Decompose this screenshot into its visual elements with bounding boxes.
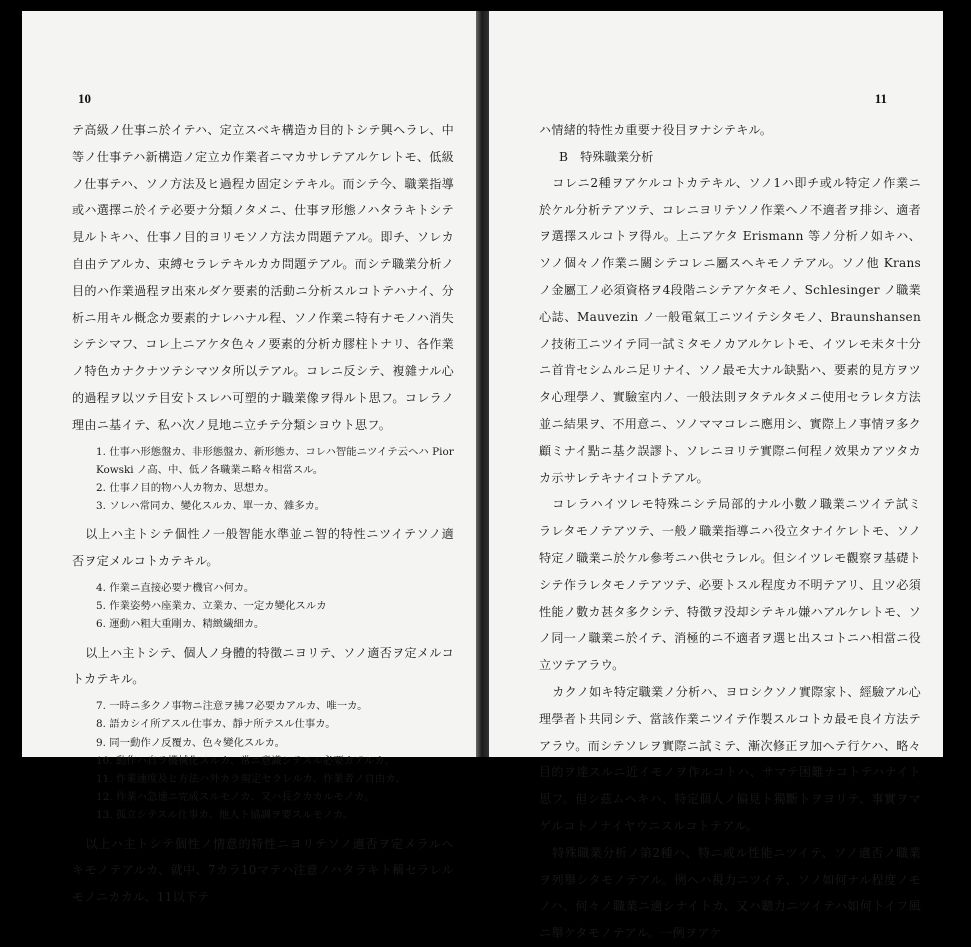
list-item: 10. 動作ハ自ラ機械化スルカ、常ニ意識シテスル必要カアルカ。 [96,754,395,767]
list-item: 2. 仕事ノ目的物ハ人カ物カ、思想カ。 [96,481,275,494]
list-item: 3. ソレハ常同カ、變化スルカ、單一カ、雜多カ。 [96,500,326,513]
criteria-list [72,697,454,824]
paragraph: 以上ハ主トシテ個性ノ一般智能水準並ニ智的特性ニツイテソノ適否ヲ定メルコトカテキル。 [72,527,454,569]
list-item: 11. 作業速度及ヒ方法ハ外カラ規定セラレルカ、作業者ノ自由カ。 [96,772,406,785]
left-page [22,11,476,905]
criteria-list [72,579,454,634]
paragraph: テ高級ノ仕事ニ於イテハ、定立スベキ構造カ目的トシテ興ヘラレ、中等ノ仕事テハ新構造ノ定立カ作業者ニマカサレテアルケレトモ、低級ノ仕事テハ、ソノ方法及ヒ過程カ固定シテキル。而シテ今、職業指導或ハ選擇ニ於イテ必要ナ分類ノタメニ、仕事ヲ形態ノハタラキトシテ見ルトキハ、仕事ノ目的ヨリモソノ方法カ問題テアル。即チ、ソレカ自由テアルカ、束縛セラレテキルカカ問題テアル。而シテ職業分析ノ目的ハ作業過程ヲ出來ルダケ要素的活動ニ分析スルコトテハナイ、分析ニ用キル概念カ要素的ナレハナル程、ソノ作業ニ特有ナモノハ消失シテシマフ、コレ上ニアケタ色々ノ要素的分析カ膠柱トナリ、各作業ノ特色カナクナツテシマツタ所以テアル。コレニ反シテ、複雜ナル心的過程ヲ以ツテ目安トスレハ可塑的ナ職業像ヲ得ルト思フ。コレラノ理由ニ基イテ、私ハ次ノ見地ニ立チテ分類シヨウト思フ。 [72,123,454,432]
list-item: 8. 語カシイ所アスル仕事カ、靜ナ所テスル仕事カ。 [96,718,336,731]
paragraph: 特殊職業分析ノ第2種ハ、特ニ或ル性能ニツイテ、ソノ適否ノ職業ヲ列舉シタモノテアル。例ヘハ視力ニツイテ、ソノ如何ナル程度ノモノハ、何々ノ職業ニ適シナイトカ、又ハ聽力ニツイテハ如何トイフ風ニ舉ケタモノテアル。一例ヲアケ [539,845,921,941]
paragraph: カクノ如キ特定職業ノ分析ハ、ヨロシクソノ實際家ト、經驗アル心理學者ト共同シテ、當該作業ニツイテ作製スルコトカ最モ良イ方法テアラウ。而シテソレヲ實際ニ試ミテ、漸次修正ヲ加ヘテ行ケハ、略々目的ヲ達スルニ近イモノヲ作ルコトハ、サマテ困難ナコトテハナイト思フ。但シ茲ムヘキハ、特定個人ノ偏見ト獨斷トヲヨリテ、事實ヲマゲルコトノナイヤウニスルコトテアル。 [539,684,921,833]
list-item: 9. 同一動作ノ反覆カ、色々變化スルカ。 [96,736,286,749]
page-number: 11 [874,91,887,106]
page-number: 10 [78,91,91,106]
right-page [489,11,943,941]
list-item: 5. 作業姿勢ハ座業カ、立業カ、一定カ變化スルカ [96,600,327,613]
list-item: 4. 作業ニ直接必要ナ機官ハ何カ。 [96,581,255,594]
book-gutter [476,11,489,757]
left-page-text [72,117,454,911]
paragraph: 以上ハ主トシテ、個人ノ身體的特徴ニヨリテ、ソノ適否ヲ定メルコトカテキル。 [72,645,454,687]
paragraph: 以上ハ主トシテ個性ノ情意的特性ニヨリテソノ適否ヲ定メラルヘキモノテアルカ、就中、7カラ10マテハ注意ノハタラキト稱セラレルモノニカカル、11以下テ [72,836,454,905]
list-item: 6. 運動ハ粗大重剛カ、精緻繊細カ。 [96,618,265,631]
paragraph: コレラハイツレモ特殊ニシテ局部的ナル小數ノ職業ニツイテ試ミラレタモノテアツテ、一般ノ職業指導ニハ役立タナイケレトモ、ソノ特定ノ職業ニ於ケル參考ニハ供セラレル。但シイツレモ觀察ヲ基礎トシテ作ラレタモノテアツテ、必要トスル程度カ不明テアリ、且ツ必須性能ノ數カ甚タ多クシテ、特徴ヲ没却シテキル嫌ハアルケレトモ、ソノ同一ノ職業ニ於イテ、消極的ニ不適者ヲ選ヒ出スコトニハ相當ニ役立ツテアラウ。 [539,497,921,673]
right-page-text [539,117,921,947]
list-item: 1. 仕事ハ形態盤カ、非形態盤カ、新形態カ、コレハ智能ニツイテ云ヘハ Pior Kowski ノ高、中、低ノ各職業ニ略々相當スル。 [96,445,454,476]
criteria-list [72,443,454,516]
list-item: 13. 孤立シテスル仕事カ、他人ト協調ヲ要スルモノカ。 [96,809,354,822]
paragraph: ハ情緒的特性カ重要ナ役目ヲナシテキル。 [539,123,773,137]
section-heading: B 特殊職業分析 [559,149,654,164]
list-item: 12. 作業ハ急速ニ完成スルモノカ、又ハ長クカカルモノカ。 [96,791,375,804]
paragraph: コレニ2種ヲアケルコトカテキル、ソノ1ハ即チ或ル特定ノ作業ニ於ケル分析テアツテ、コレニヨリテソノ作業ヘノ不適者ヲ排シ、適者ヲ選擇スルコトヲ得ル。上ニアケタ Erismann 等ノ分析ノ如キハ、ソノ個々ノ作業ニ關シテコレニ屬スヘキモノテアル。ソノ他 Krans ノ金屬工ノ必須資格ヲ4段階ニシテアケタモノ、Schlesinger ノ職業心誌、Mauvezin ノ一般電氣工ニツイテシタモノ、Braunshansen ノ技術工ニツイテ同一試ミタモノカアルケレトモ、イツレモ未タ十分ニ首肯セシムルニ足リナイ、ソノ最モ大ナル缺點ハ、要素的見方ヲツタ心理學ノ、實驗室内ノ、一般法則ヲタテルタメニ使用セラレタ方法並ニ結果ヲ、不用意ニ、ソノママコレニ應用シ、實際上ノ事情ヲ多ク顧ミナイ點ニ基ク誤謬ト、ソレニヨリテ實際ニ何程ノ效果カアツタカカ示サレテキナイコトテアル。 [539,175,921,485]
list-item: 7. 一時ニ多クノ事物ニ注意ヲ拂フ必要カアルカ、唯一カ。 [96,700,368,713]
